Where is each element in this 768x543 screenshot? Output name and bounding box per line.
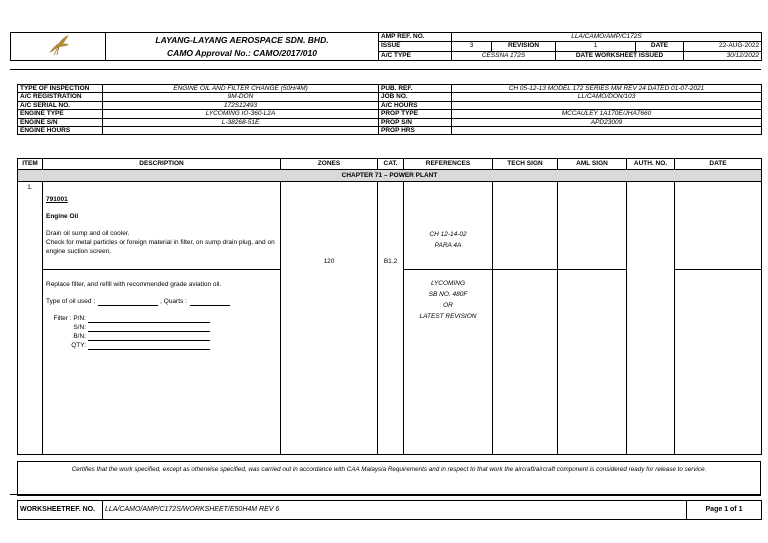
engine-sn-value: L-38268-51E (103, 118, 379, 126)
reference-1-line2: PARA 4A (434, 241, 462, 249)
date-label: DATE (636, 42, 684, 51)
oil-type-field[interactable] (98, 298, 158, 306)
actype-value: CESSNA 172S (452, 51, 556, 60)
filter-qty-field[interactable] (88, 342, 210, 350)
prop-type-label: PROP TYPE (379, 110, 452, 118)
reference-1 (404, 182, 493, 270)
aml-sign-cell-2[interactable] (558, 270, 627, 455)
col-auth-no: AUTH. NO. (627, 159, 675, 170)
filter-bn-line (46, 332, 277, 341)
worksheet-footer (17, 500, 762, 520)
reference-2-line3: OR (443, 302, 453, 309)
quarts-label: , Quarts : (160, 298, 187, 305)
job-no-label: JOB NO. (379, 93, 452, 101)
engine-type-value: LYCOMING IO-360-L2A (103, 110, 379, 118)
task-step-2: Check for metal particles or foreign material in filter, on sump drain plug, and on engine suction screen. (46, 239, 275, 255)
filter-qty-label: QTY: (71, 342, 86, 349)
bird-logo-icon (45, 33, 71, 57)
type-inspection-label: TYPE OF INSPECTION (18, 85, 103, 93)
engine-type-label: ENGINE TYPE (18, 110, 103, 118)
ac-hours-value[interactable] (452, 101, 762, 109)
date-value: 22-AUG-2022 (684, 42, 762, 51)
tech-sign-cell-1[interactable] (493, 182, 558, 270)
oil-type-line (46, 297, 277, 306)
engine-hours-value[interactable] (103, 127, 379, 135)
amp-ref-label: AMP REF. NO. (379, 33, 452, 42)
document-header (10, 32, 762, 61)
zone-value: 120 (281, 182, 378, 455)
footer-divider (10, 494, 761, 495)
type-inspection-value: ENGINE OIL AND FILTER CHANGE (50H/4M) (103, 85, 379, 93)
registration-value: 9M-DON (103, 93, 379, 101)
task-description-part2 (43, 270, 281, 455)
aml-sign-cell-1[interactable] (558, 182, 627, 270)
col-references: REFERENCES (404, 159, 493, 170)
auth-no-cell[interactable] (627, 182, 675, 455)
chapter-title: CHAPTER 71 – POWER PLANT (18, 170, 762, 182)
certification-statement: Certifies that the work specified, except as otherwise specified, was carried out in accordance with CAA Malaysia Requirements and in respect to that work the aircraft/aircraft component is considered ready for release to service. (17, 461, 761, 496)
col-zones: ZONES (281, 159, 378, 170)
date-cell-1[interactable] (675, 182, 762, 270)
date-cell-2[interactable] (675, 270, 762, 455)
table-header-row (18, 159, 762, 170)
filter-sn-line (46, 323, 277, 332)
ws-issued-label: DATE WORKSHEET ISSUED (556, 51, 684, 60)
serial-value: 172S12493 (103, 101, 379, 109)
prop-sn-value: APD23009 (452, 118, 762, 126)
revision-label: REVISION (492, 42, 556, 51)
issue-value: 3 (452, 42, 492, 51)
pub-ref-label: PUB. REF. (379, 85, 452, 93)
col-item: ITEM (18, 159, 43, 170)
serial-label: A/C SERIAL NO. (18, 101, 103, 109)
filter-qty-line (46, 341, 277, 350)
company-name: LAYANG-LAYANG AEROSPACE SDN. BHD. (155, 34, 329, 45)
pub-ref-value: CH 05-12-13 MODEL 172 SERIES MM REV 24 DATED 01-07-2021 (452, 85, 762, 93)
job-no-value: LL/CAMO/DON/103 (452, 93, 762, 101)
engine-sn-label: ENGINE S/N (18, 118, 103, 126)
col-category: CAT. (378, 159, 404, 170)
col-tech-sign: TECH SIGN (493, 159, 558, 170)
filter-pn-field[interactable] (88, 315, 210, 323)
reference-2-line1: LYCOMING (430, 280, 466, 287)
filter-pn-line (46, 314, 277, 323)
page-number: Page 1 of 1 (687, 501, 762, 520)
engine-hours-label: ENGINE HOURS (18, 127, 103, 135)
ws-issued-value: 30/12/2022 (684, 51, 762, 60)
issue-label: ISSUE (379, 42, 452, 51)
task-description-part1 (43, 182, 281, 270)
oil-type-label: Type of oil used : (46, 298, 96, 305)
prop-type-value: MCCAULEY 1A170E/JHA7660 (452, 110, 762, 118)
prop-sn-label: PROP S/N (379, 118, 452, 126)
camo-approval: CAMO Approval No.: CAMO/2017/010 (167, 47, 317, 58)
header-divider (10, 69, 761, 70)
amp-ref-value: LLA/CAMO/AMP/C172S (452, 33, 762, 42)
filter-sn-label: S/N: (73, 324, 86, 331)
task-step-1: Drain oil sump and oil cooler. (46, 230, 130, 237)
category-value: B1.2 (378, 182, 404, 455)
filter-pn-label: Filter : P/N: (53, 315, 86, 322)
table-row (18, 182, 762, 270)
task-step-3: Replace filter, and refill with recommended grade aviation oil. (46, 281, 222, 288)
actype-label: A/C TYPE (379, 51, 452, 60)
reference-2-line2: SB NO. 480F (428, 291, 468, 298)
task-code: 791001 (46, 196, 68, 203)
company-block (106, 33, 379, 61)
prop-hrs-value[interactable] (452, 127, 762, 135)
reference-1-line1: CH 12-14-02 (429, 230, 467, 238)
aircraft-info-table (17, 84, 762, 135)
col-aml-sign: AML SIGN (558, 159, 627, 170)
task-title: Engine Oil (46, 213, 79, 220)
quarts-field[interactable] (190, 298, 230, 306)
tech-sign-cell-2[interactable] (493, 270, 558, 455)
reference-2-line4: LATEST REVISION (419, 313, 477, 320)
revision-value: 1 (556, 42, 636, 51)
worksheet-ref-value: LLA/CAMO/AMP/C172S/WORKSHEET/E50H4M REV 6 (103, 501, 687, 520)
filter-bn-field[interactable] (88, 333, 210, 341)
col-date: DATE (675, 159, 762, 170)
chapter-row (18, 170, 762, 182)
filter-bn-label: B/N: (73, 333, 86, 340)
worksheet-ref-label: WORKSHEETREF. NO. (18, 501, 103, 520)
prop-hrs-label: PROP HRS (379, 127, 452, 135)
filter-sn-field[interactable] (88, 324, 210, 332)
registration-label: A/C REGISTRATION (18, 93, 103, 101)
col-description: DESCRIPTION (43, 159, 281, 170)
task-table (17, 158, 762, 455)
reference-2 (404, 270, 493, 455)
item-number: 1. (18, 182, 43, 455)
company-logo (11, 33, 106, 61)
ac-hours-label: A/C HOURS (379, 101, 452, 109)
